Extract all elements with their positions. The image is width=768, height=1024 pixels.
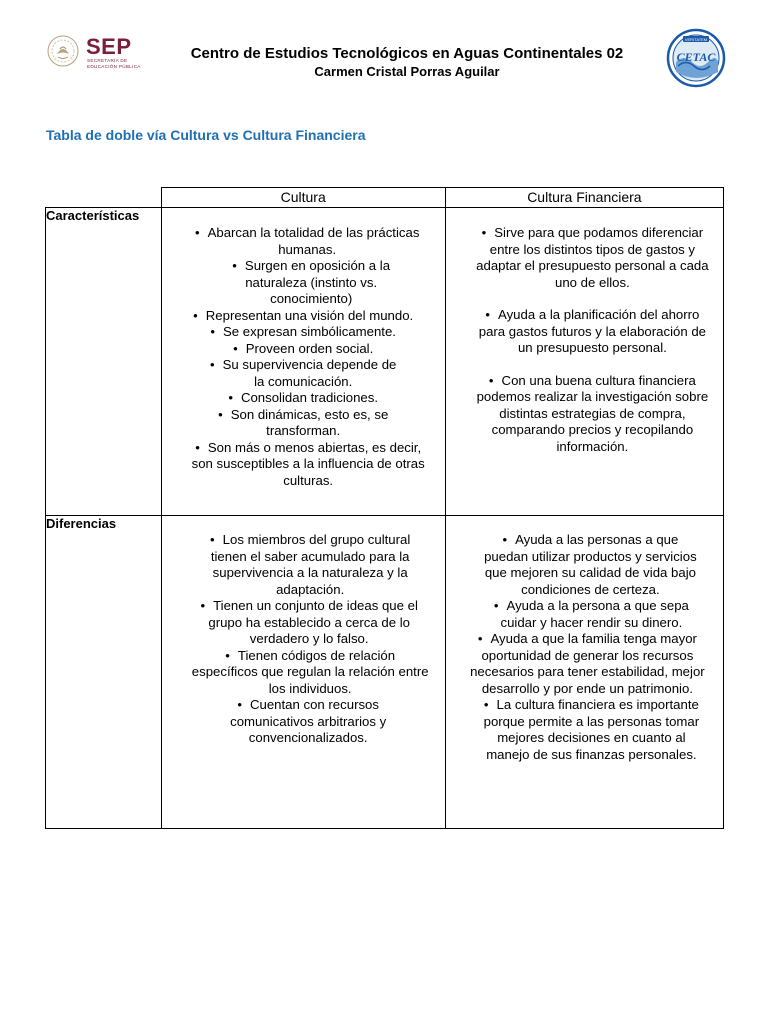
institution-title: Centro de Estudios Tecnológicos en Aguas Continentales 02	[190, 45, 624, 62]
list-item: • Ayuda a la planificación del ahorro para gastos futuros y la elaboración de un presupuesto personal.	[478, 307, 707, 355]
cetac-logo	[666, 28, 726, 88]
table-corner	[46, 188, 162, 208]
author-name: Carmen Cristal Porras Aguilar	[314, 64, 500, 79]
list-item: • La cultura financiera es importante porque permite a las personas tomar mejores decisiones en cuanto al manejo de sus finanzas personales.	[483, 697, 700, 762]
column-header-cultura-financiera: Cultura Financiera	[445, 188, 723, 208]
list-item: • Se expresan simbólicamente.	[210, 324, 396, 339]
list-item: • Ayuda a las personas a que puedan utilizar productos y servicios que mejoren su calidad de vida bajo condiciones de certeza.	[484, 532, 697, 597]
list-item: • Ayuda a que la familia tenga mayor oportunidad de generar los recursos necesarios para tener estabilidad, mejor desarrollo y por ende un patrimonio.	[470, 631, 705, 696]
list-item: • Abarcan la totalidad de las prácticas humanas.	[194, 225, 420, 257]
cell-caracteristicas-cultura-financiera	[445, 208, 723, 516]
list-item: • Surgen en oposición a la naturaleza (instinto vs. conocimiento)	[232, 258, 391, 306]
list-item: • Representan una visión del mundo.	[193, 307, 414, 323]
list-item: • Cuentan con recursos comunicativos arbitrarios y convencionalizados.	[230, 697, 387, 745]
cetac-emblem-icon	[666, 28, 726, 88]
list-diferencias-cultura	[170, 532, 437, 747]
section-title: Tabla de doble vía Cultura vs Cultura Financiera	[46, 127, 366, 143]
list-caracteristicas-cultura	[170, 225, 437, 489]
list-item: • Son más o menos abiertas, es decir, son susceptibles a la influencia de otras culturas.	[191, 439, 425, 488]
list-item: • Son dinámicas, esto es, se transforman.	[218, 406, 389, 438]
sep-subtitle: SECRETARÍA DE EDUCACIÓN PÚBLICA	[87, 58, 141, 69]
svg-text:VERITATEM: VERITATEM	[684, 37, 708, 42]
table-row-caracteristicas	[46, 208, 724, 516]
list-item: • Los miembros del grupo cultural tienen el saber acumulado para la supervivencia a la naturaleza y la adaptación.	[210, 532, 411, 597]
list-item: • Tienen un conjunto de ideas que el grupo ha establecido a cerca de lo verdadero y lo falso.	[200, 598, 418, 646]
cell-diferencias-cultura	[161, 516, 445, 829]
list-item: • Su supervivencia depende de la comunicación.	[209, 357, 397, 389]
list-diferencias-cultura-financiera	[454, 532, 715, 763]
sep-wordmark: SEP	[86, 34, 132, 59]
list-item: • Ayuda a la persona a que sepa cuidar y hacer rendir su dinero.	[493, 598, 689, 630]
cell-caracteristicas-cultura	[161, 208, 445, 516]
list-item: • Tienen códigos de relación específicos que regulan la relación entre los individuos.	[191, 647, 429, 696]
table-row-diferencias	[46, 516, 724, 829]
list-item: • Sirve para que podamos diferenciar entre los distintos tipos de gastos y adaptar el presupuesto personal a cada uno de ellos.	[476, 225, 709, 290]
list-item: • Proveen orden social.	[233, 340, 374, 356]
list-item: • Consolidan tradiciones.	[228, 390, 379, 405]
two-way-table	[45, 187, 724, 829]
table-header-row	[46, 188, 724, 208]
column-header-cultura: Cultura	[161, 188, 445, 208]
svg-text:CETAC: CETAC	[676, 50, 716, 64]
cell-diferencias-cultura-financiera	[445, 516, 723, 829]
list-item: • Con una buena cultura financiera podemos realizar la investigación sobre distintas estrategias de compra, comparando precios y recopilando información.	[476, 372, 709, 454]
row-header-diferencias: Diferencias	[46, 516, 162, 829]
row-header-caracteristicas: Características	[46, 208, 162, 516]
list-caracteristicas-cultura-financiera	[454, 225, 715, 455]
